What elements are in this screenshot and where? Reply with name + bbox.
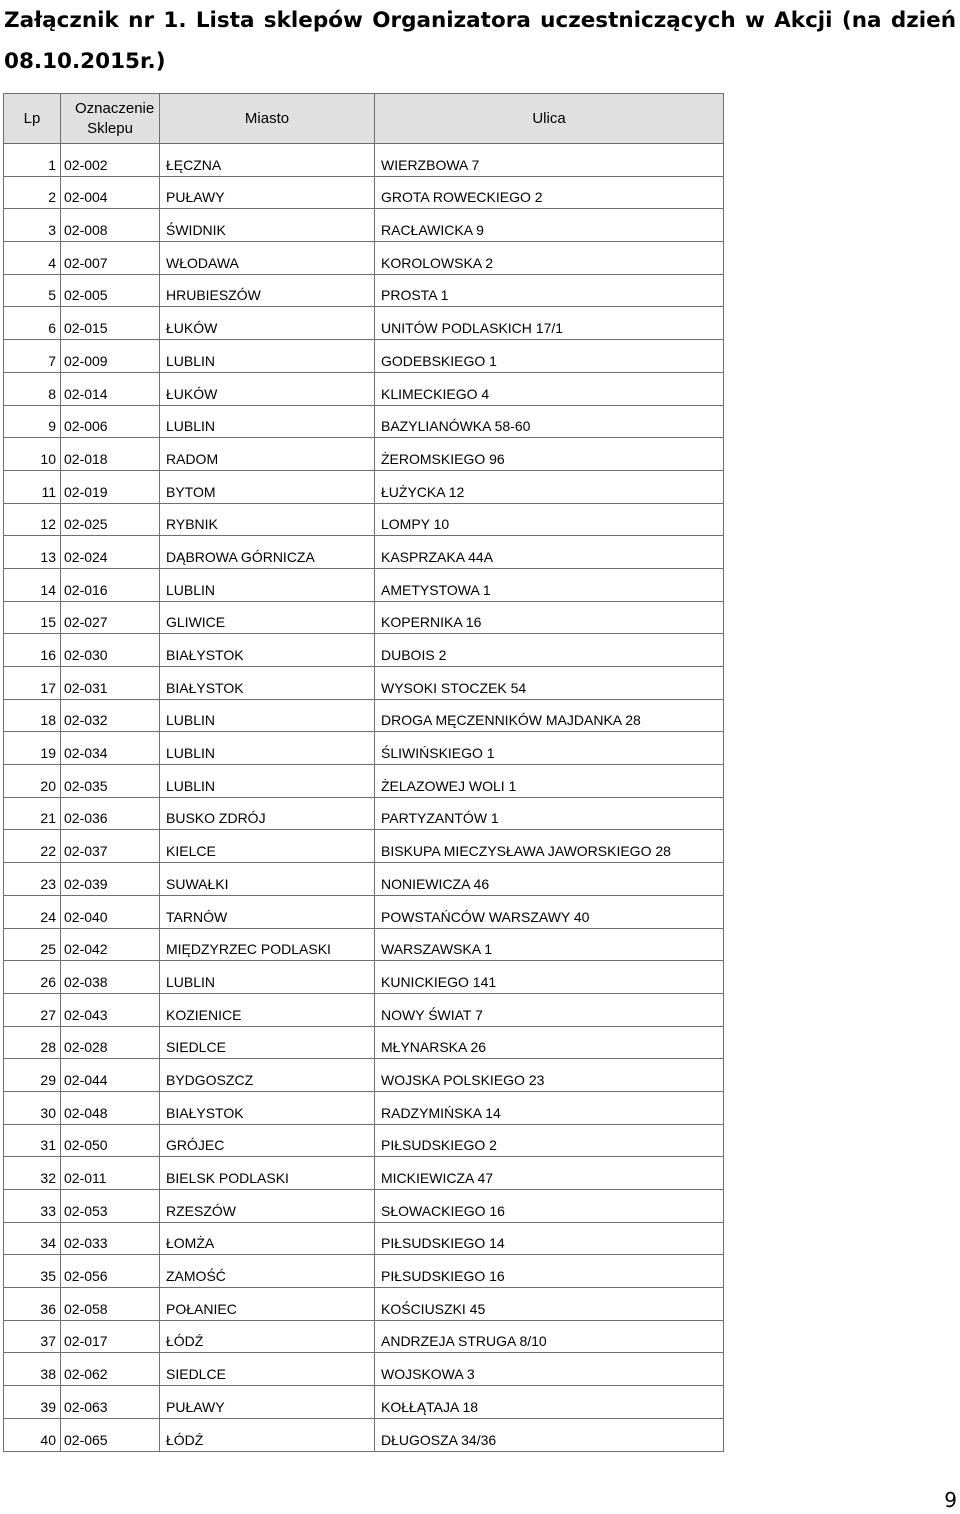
table-body: [4, 144, 724, 1452]
cell-city: BIAŁYSTOK: [160, 667, 375, 700]
cell-lp: 19: [4, 732, 61, 765]
cell-lp: 13: [4, 536, 61, 569]
table-row: [4, 863, 724, 896]
cell-lp: 23: [4, 863, 61, 896]
cell-street: PARTYZANTÓW 1: [375, 797, 724, 830]
cell-lp: 6: [4, 307, 61, 340]
cell-city: LUBLIN: [160, 699, 375, 732]
cell-street: DŁUGOSZA 34/36: [375, 1418, 724, 1451]
table-row: [4, 1386, 724, 1419]
cell-store-code: 02-040: [61, 895, 160, 928]
cell-street: WOJSKA POLSKIEGO 23: [375, 1059, 724, 1092]
cell-lp: 14: [4, 568, 61, 601]
table-row: [4, 470, 724, 503]
cell-street: ŻELAZOWEJ WOLI 1: [375, 765, 724, 798]
table-row: [4, 1059, 724, 1092]
cell-store-code: 02-011: [61, 1157, 160, 1190]
cell-lp: 32: [4, 1157, 61, 1190]
cell-lp: 3: [4, 209, 61, 242]
cell-city: TARNÓW: [160, 895, 375, 928]
cell-lp: 27: [4, 993, 61, 1026]
table-row: [4, 1124, 724, 1157]
cell-street: PIŁSUDSKIEGO 2: [375, 1124, 724, 1157]
cell-lp: 28: [4, 1026, 61, 1059]
cell-store-code: 02-063: [61, 1386, 160, 1419]
cell-city: ŁĘCZNA: [160, 144, 375, 177]
cell-city: SIEDLCE: [160, 1026, 375, 1059]
cell-lp: 10: [4, 438, 61, 471]
cell-city: RADOM: [160, 438, 375, 471]
cell-lp: 1: [4, 144, 61, 177]
table-row: [4, 568, 724, 601]
table-row: [4, 732, 724, 765]
cell-street: DROGA MĘCZENNIKÓW MAJDANKA 28: [375, 699, 724, 732]
cell-store-code: 02-038: [61, 961, 160, 994]
cell-lp: 5: [4, 274, 61, 307]
cell-city: ŚWIDNIK: [160, 209, 375, 242]
cell-lp: 24: [4, 895, 61, 928]
cell-lp: 12: [4, 503, 61, 536]
cell-city: BIAŁYSTOK: [160, 1091, 375, 1124]
table-row: [4, 340, 724, 373]
cell-store-code: 02-065: [61, 1418, 160, 1451]
cell-lp: 35: [4, 1255, 61, 1288]
cell-street: SŁOWACKIEGO 16: [375, 1190, 724, 1223]
cell-city: LUBLIN: [160, 568, 375, 601]
cell-store-code: 02-044: [61, 1059, 160, 1092]
cell-store-code: 02-007: [61, 242, 160, 275]
table-row: [4, 699, 724, 732]
cell-city: HRUBIESZÓW: [160, 274, 375, 307]
table-row: [4, 209, 724, 242]
cell-lp: 38: [4, 1353, 61, 1386]
cell-street: LOMPY 10: [375, 503, 724, 536]
cell-store-code: 02-015: [61, 307, 160, 340]
cell-store-code: 02-025: [61, 503, 160, 536]
table-row: [4, 144, 724, 177]
cell-city: ŁUKÓW: [160, 372, 375, 405]
cell-city: MIĘDZYRZEC PODLASKI: [160, 928, 375, 961]
cell-city: BIAŁYSTOK: [160, 634, 375, 667]
cell-store-code: 02-048: [61, 1091, 160, 1124]
table-row: [4, 1222, 724, 1255]
cell-street: BISKUPA MIECZYSŁAWA JAWORSKIEGO 28: [375, 830, 724, 863]
cell-store-code: 02-031: [61, 667, 160, 700]
cell-store-code: 02-032: [61, 699, 160, 732]
table-row: [4, 503, 724, 536]
table-row: [4, 1190, 724, 1223]
cell-lp: 20: [4, 765, 61, 798]
cell-lp: 33: [4, 1190, 61, 1223]
cell-store-code: 02-008: [61, 209, 160, 242]
table-row: [4, 797, 724, 830]
cell-city: RZESZÓW: [160, 1190, 375, 1223]
stores-table: [3, 93, 724, 1452]
cell-street: ŻEROMSKIEGO 96: [375, 438, 724, 471]
cell-street: MŁYNARSKA 26: [375, 1026, 724, 1059]
cell-street: KOPERNIKA 16: [375, 601, 724, 634]
cell-street: UNITÓW PODLASKICH 17/1: [375, 307, 724, 340]
cell-street: MICKIEWICZA 47: [375, 1157, 724, 1190]
cell-city: BYTOM: [160, 470, 375, 503]
cell-lp: 39: [4, 1386, 61, 1419]
cell-city: ŁOMŻA: [160, 1222, 375, 1255]
cell-city: PUŁAWY: [160, 1386, 375, 1419]
cell-city: BIELSK PODLASKI: [160, 1157, 375, 1190]
cell-street: KOŚCIUSZKI 45: [375, 1288, 724, 1321]
cell-city: ŁUKÓW: [160, 307, 375, 340]
cell-lp: 7: [4, 340, 61, 373]
cell-city: GRÓJEC: [160, 1124, 375, 1157]
table-row: [4, 1320, 724, 1353]
table-row: [4, 1418, 724, 1451]
cell-store-code: 02-017: [61, 1320, 160, 1353]
cell-street: GROTA ROWECKIEGO 2: [375, 176, 724, 209]
cell-lp: 36: [4, 1288, 61, 1321]
cell-street: ŁUŻYCKA 12: [375, 470, 724, 503]
table-row: [4, 307, 724, 340]
cell-lp: 16: [4, 634, 61, 667]
cell-street: WIERZBOWA 7: [375, 144, 724, 177]
table-row: [4, 667, 724, 700]
cell-store-code: 02-056: [61, 1255, 160, 1288]
cell-street: NOWY ŚWIAT 7: [375, 993, 724, 1026]
cell-store-code: 02-053: [61, 1190, 160, 1223]
table-row: [4, 928, 724, 961]
cell-street: POWSTAŃCÓW WARSZAWY 40: [375, 895, 724, 928]
cell-city: LUBLIN: [160, 340, 375, 373]
cell-lp: 29: [4, 1059, 61, 1092]
cell-city: GLIWICE: [160, 601, 375, 634]
document-title: Załącznik nr 1. Lista sklepów Organizatora uczestniczących w Akcji (na dzień 08.10.2015r.): [4, 8, 956, 74]
cell-store-code: 02-036: [61, 797, 160, 830]
cell-street: NONIEWICZA 46: [375, 863, 724, 896]
cell-store-code: 02-014: [61, 372, 160, 405]
cell-city: ŁÓDŹ: [160, 1320, 375, 1353]
cell-store-code: 02-028: [61, 1026, 160, 1059]
cell-store-code: 02-019: [61, 470, 160, 503]
cell-lp: 17: [4, 667, 61, 700]
cell-store-code: 02-039: [61, 863, 160, 896]
cell-lp: 22: [4, 830, 61, 863]
cell-street: ŚLIWIŃSKIEGO 1: [375, 732, 724, 765]
table-row: [4, 765, 724, 798]
cell-lp: 18: [4, 699, 61, 732]
header-store-code: [61, 94, 160, 144]
cell-street: RADZYMIŃSKA 14: [375, 1091, 724, 1124]
cell-store-code: 02-034: [61, 732, 160, 765]
cell-store-code: 02-027: [61, 601, 160, 634]
cell-street: AMETYSTOWA 1: [375, 568, 724, 601]
cell-lp: 37: [4, 1320, 61, 1353]
cell-lp: 26: [4, 961, 61, 994]
table-header-row: [4, 94, 724, 144]
cell-lp: 11: [4, 470, 61, 503]
cell-street: WOJSKOWA 3: [375, 1353, 724, 1386]
cell-lp: 2: [4, 176, 61, 209]
table-row: [4, 438, 724, 471]
table-row: [4, 1026, 724, 1059]
cell-street: ANDRZEJA STRUGA 8/10: [375, 1320, 724, 1353]
table-row: [4, 601, 724, 634]
cell-store-code: 02-016: [61, 568, 160, 601]
table-row: [4, 405, 724, 438]
cell-street: KASPRZAKA 44A: [375, 536, 724, 569]
table-row: [4, 176, 724, 209]
cell-city: SUWAŁKI: [160, 863, 375, 896]
cell-store-code: 02-024: [61, 536, 160, 569]
cell-lp: 34: [4, 1222, 61, 1255]
cell-lp: 4: [4, 242, 61, 275]
cell-lp: 30: [4, 1091, 61, 1124]
cell-city: WŁODAWA: [160, 242, 375, 275]
cell-city: LUBLIN: [160, 765, 375, 798]
table-row: [4, 1091, 724, 1124]
cell-store-code: 02-058: [61, 1288, 160, 1321]
header-lp: Lp: [4, 94, 61, 144]
cell-city: SIEDLCE: [160, 1353, 375, 1386]
cell-city: BUSKO ZDRÓJ: [160, 797, 375, 830]
cell-lp: 40: [4, 1418, 61, 1451]
cell-street: KOROLOWSKA 2: [375, 242, 724, 275]
table-row: [4, 1288, 724, 1321]
cell-lp: 15: [4, 601, 61, 634]
page-number: 9: [944, 1488, 957, 1512]
cell-city: RYBNIK: [160, 503, 375, 536]
cell-city: KIELCE: [160, 830, 375, 863]
header-store-code-label: Oznaczenie Sklepu: [75, 99, 155, 137]
cell-street: PROSTA 1: [375, 274, 724, 307]
cell-store-code: 02-042: [61, 928, 160, 961]
cell-store-code: 02-050: [61, 1124, 160, 1157]
cell-store-code: 02-009: [61, 340, 160, 373]
cell-city: PUŁAWY: [160, 176, 375, 209]
cell-city: ŁÓDŹ: [160, 1418, 375, 1451]
cell-lp: 21: [4, 797, 61, 830]
cell-store-code: 02-006: [61, 405, 160, 438]
cell-store-code: 02-043: [61, 993, 160, 1026]
cell-street: PIŁSUDSKIEGO 16: [375, 1255, 724, 1288]
cell-city: POŁANIEC: [160, 1288, 375, 1321]
table-row: [4, 242, 724, 275]
cell-lp: 25: [4, 928, 61, 961]
cell-lp: 31: [4, 1124, 61, 1157]
cell-street: KOŁŁĄTAJA 18: [375, 1386, 724, 1419]
cell-street: KLIMECKIEGO 4: [375, 372, 724, 405]
cell-city: ZAMOŚĆ: [160, 1255, 375, 1288]
cell-city: KOZIENICE: [160, 993, 375, 1026]
cell-street: BAZYLIANÓWKA 58-60: [375, 405, 724, 438]
cell-street: DUBOIS 2: [375, 634, 724, 667]
cell-street: WARSZAWSKA 1: [375, 928, 724, 961]
table-row: [4, 536, 724, 569]
cell-store-code: 02-004: [61, 176, 160, 209]
cell-city: BYDGOSZCZ: [160, 1059, 375, 1092]
cell-store-code: 02-037: [61, 830, 160, 863]
cell-street: GODEBSKIEGO 1: [375, 340, 724, 373]
cell-store-code: 02-033: [61, 1222, 160, 1255]
cell-store-code: 02-062: [61, 1353, 160, 1386]
table-row: [4, 372, 724, 405]
cell-store-code: 02-002: [61, 144, 160, 177]
cell-lp: 8: [4, 372, 61, 405]
cell-store-code: 02-030: [61, 634, 160, 667]
table-row: [4, 274, 724, 307]
cell-street: RACŁAWICKA 9: [375, 209, 724, 242]
cell-street: WYSOKI STOCZEK 54: [375, 667, 724, 700]
table-row: [4, 830, 724, 863]
cell-store-code: 02-005: [61, 274, 160, 307]
header-street: Ulica: [375, 94, 724, 144]
cell-store-code: 02-018: [61, 438, 160, 471]
cell-lp: 9: [4, 405, 61, 438]
cell-city: LUBLIN: [160, 405, 375, 438]
table-row: [4, 1353, 724, 1386]
cell-street: PIŁSUDSKIEGO 14: [375, 1222, 724, 1255]
cell-city: LUBLIN: [160, 961, 375, 994]
table-row: [4, 895, 724, 928]
table-row: [4, 993, 724, 1026]
table-row: [4, 634, 724, 667]
cell-city: LUBLIN: [160, 732, 375, 765]
table-row: [4, 961, 724, 994]
table-row: [4, 1157, 724, 1190]
table-row: [4, 1255, 724, 1288]
cell-street: KUNICKIEGO 141: [375, 961, 724, 994]
cell-city: DĄBROWA GÓRNICZA: [160, 536, 375, 569]
header-city: Miasto: [160, 94, 375, 144]
cell-store-code: 02-035: [61, 765, 160, 798]
